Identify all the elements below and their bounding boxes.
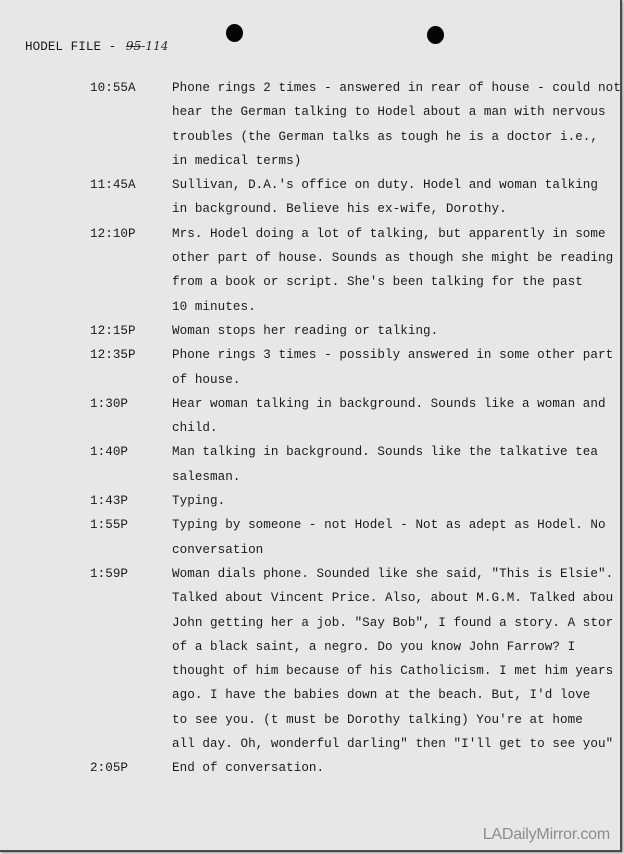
entry-line: salesman.: [172, 469, 241, 484]
entry-line: conversation: [172, 542, 264, 557]
entry-time: 10:55A: [90, 81, 136, 95]
log-entry: [90, 76, 620, 173]
entry-line: End of conversation.: [172, 761, 325, 776]
watermark: LADailyMirror.com: [482, 826, 610, 843]
file-number-struck: 95: [125, 39, 142, 53]
entry-time: 1:40P: [90, 445, 129, 460]
entry-line: in background. Believe his ex-wife, Dorothy.: [172, 202, 507, 217]
log-entry: [90, 392, 620, 441]
entry-text: [172, 343, 620, 392]
log-entry: [90, 489, 620, 513]
entry-line: hear the German talking to Hodel about a man with nervous: [172, 105, 606, 120]
entry-time: 11:45A: [90, 178, 136, 193]
entry-text: [172, 392, 620, 441]
entry-time: 12:35P: [90, 348, 136, 363]
punch-hole-icon: [427, 26, 444, 44]
punch-hole-icon: [226, 24, 243, 42]
file-number: [126, 39, 169, 53]
entry-line: Talked about Vincent Price. Also, about M.G.M. Talked abou: [172, 591, 614, 606]
entry-time: 2:05P: [90, 761, 129, 776]
entry-text: [172, 440, 620, 489]
entry-line: Woman dials phone. Sounded like she said, "This is Elsie".: [172, 566, 614, 581]
entry-line: of a black saint, a negro. Do you know John Farrow? I: [172, 639, 576, 654]
entry-line: Typing.: [172, 494, 226, 509]
entry-line: other part of house. Sounds as though she might be reading: [172, 251, 614, 266]
entry-time: 12:15P: [90, 323, 136, 338]
entry-line: troubles (the German talks as tough he is a doctor i.e.,: [172, 129, 599, 144]
entry-text: [172, 222, 620, 319]
entry-line: from a book or script. She's been talking for the past: [172, 275, 583, 290]
entry-text: [172, 76, 621, 173]
entry-text: [172, 489, 620, 513]
file-number-handwritten: -114: [141, 39, 169, 53]
entry-line: child.: [172, 421, 218, 436]
log-entry: [90, 343, 620, 392]
log-entry: [90, 562, 620, 756]
entry-text: [172, 562, 620, 756]
entry-text: [172, 319, 620, 343]
entry-time: 12:10P: [90, 226, 136, 241]
entry-line: all day. Oh, wonderful darling" then "I'll get to see you": [172, 737, 614, 752]
entry-time: 1:43P: [90, 494, 129, 509]
entry-line: Phone rings 2 times - answered in rear of house - could not: [172, 81, 621, 95]
entry-line: John getting her a job. "Say Bob", I found a story. A stor: [172, 615, 614, 630]
log-entry: [90, 756, 620, 780]
document-header: [25, 39, 168, 54]
entry-line: to see you. (t must be Dorothy talking) You're at home: [172, 712, 583, 727]
entry-time: 1:59P: [90, 566, 129, 581]
entry-time: 1:55P: [90, 518, 129, 533]
entry-line: Sullivan, D.A.'s office on duty. Hodel and woman talking: [172, 178, 599, 193]
entry-text: [172, 513, 620, 562]
header-label: HODEL FILE -: [25, 40, 124, 54]
entry-line: 10 minutes.: [172, 299, 256, 314]
entry-line: ago. I have the babies down at the beach. But, I'd love: [172, 688, 591, 703]
log-entry: [90, 173, 620, 222]
entry-line: Woman stops her reading or talking.: [172, 323, 439, 338]
entry-line: Mrs. Hodel doing a lot of talking, but apparently in some: [172, 226, 606, 241]
entry-line: thought of him because of his Catholicism. I met him years: [172, 664, 614, 679]
entry-text: [172, 756, 620, 780]
entry-line: in medical terms): [172, 153, 302, 168]
entry-line: Phone rings 3 times - possibly answered in some other part: [172, 348, 614, 363]
entry-text: [172, 173, 620, 222]
entry-time: 1:30P: [90, 396, 129, 411]
entry-line: Typing by someone - not Hodel - Not as adept as Hodel. No: [172, 518, 606, 533]
log-entries: [90, 76, 620, 781]
log-entry: [90, 440, 620, 489]
log-entry: [90, 319, 620, 343]
log-entry: [90, 513, 620, 562]
log-entry: [90, 222, 620, 319]
entry-line: of house.: [172, 372, 241, 387]
entry-line: Hear woman talking in background. Sounds like a woman and: [172, 396, 606, 411]
entry-line: Man talking in background. Sounds like the talkative tea: [172, 445, 599, 460]
